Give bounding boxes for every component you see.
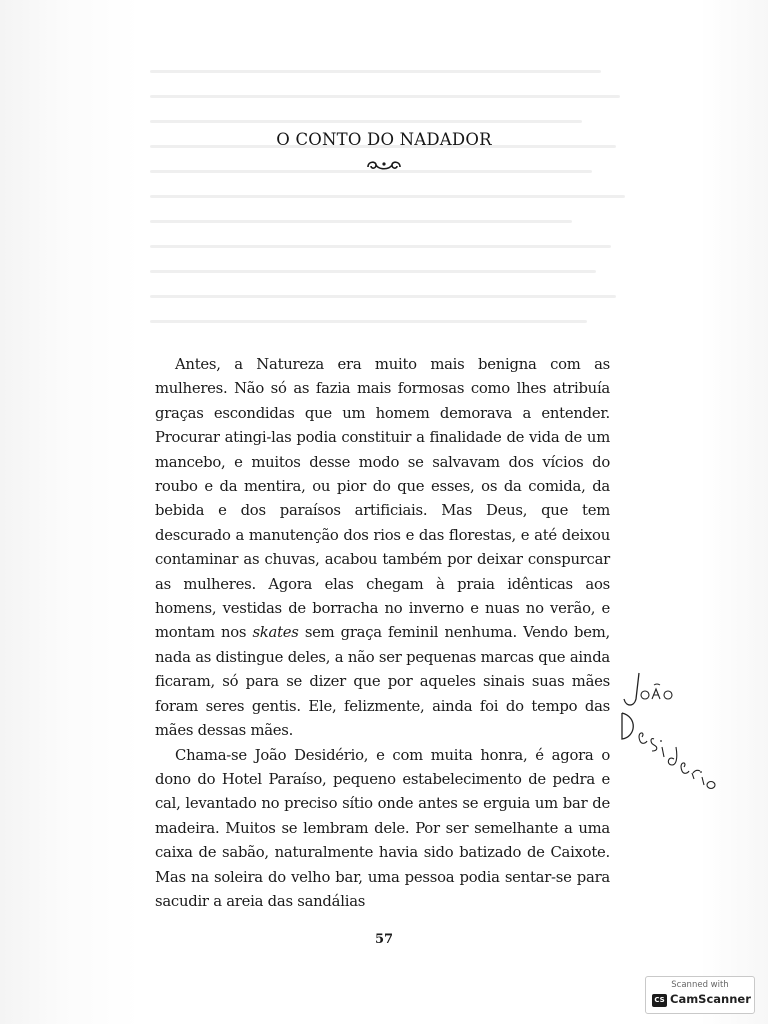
handwritten-margin-note: [612, 655, 722, 795]
camscanner-logo-icon: CS: [652, 994, 667, 1007]
camscanner-watermark: [645, 976, 755, 1014]
paragraph-1-text-b: sem graça feminil nenhuma. Vendo bem, nada as distingue deles, a não ser pequenas marcas que ainda ficaram, só para se dizer que por aqueles sinais suas mães foram seres gentis. Ele, felizmente, ainda foi do tempo das mães dessas mães.: [155, 624, 610, 740]
paragraph-1-text-a: Antes, a Natureza era muito mais benigna com as mulheres. Não só as fazia mais formosas como lhes atribuía graças escondidas que um homem demorava a entender. Procurar atingi-las podia constituir a finalidade de vida de um mancebo, e muitos desse modo se salvavam dos vícios do roubo e da mentira, ou pior do que esses, os da comida, da bebida e dos paraísos artificiais. Mas Deus, que tem descurado a manutenção dos rios e das florestas, e até deixou contaminar as chuvas, acabou também por deixar conspurcar as mulheres. Agora elas chegam à praia idênticas aos homens, vestidas de borracha no inverno e nuas no verão, e montam nos: [155, 356, 610, 642]
paragraph-1-italic-term: skates: [252, 624, 299, 642]
paragraph-2: Chama-se João Desidério, e com muita honra, é agora o dono do Hotel Paraíso, pequeno estabelecimento de pedra e cal, levantado no preciso sítio onde antes se erguia um bar de madeira. Muitos se lembram dele. Por ser semelhante a uma caixa de sabão, naturalmente havia sido batizado de Caixote. Mas na soleira do velho bar, uma pessoa podia sentar-se para sacudir a areia das sandálias: [155, 746, 610, 910]
watermark-brand: CamScanner: [670, 992, 751, 1006]
fleuron-ornament-icon: [364, 157, 404, 173]
page-number: 57: [374, 932, 394, 947]
chapter-title: O CONTO DO NADADOR: [276, 130, 492, 149]
chapter-body: [155, 353, 610, 914]
bleed-through-text: [150, 70, 630, 360]
paragraph-1: [155, 353, 610, 744]
watermark-caption: Scanned with: [671, 980, 729, 990]
